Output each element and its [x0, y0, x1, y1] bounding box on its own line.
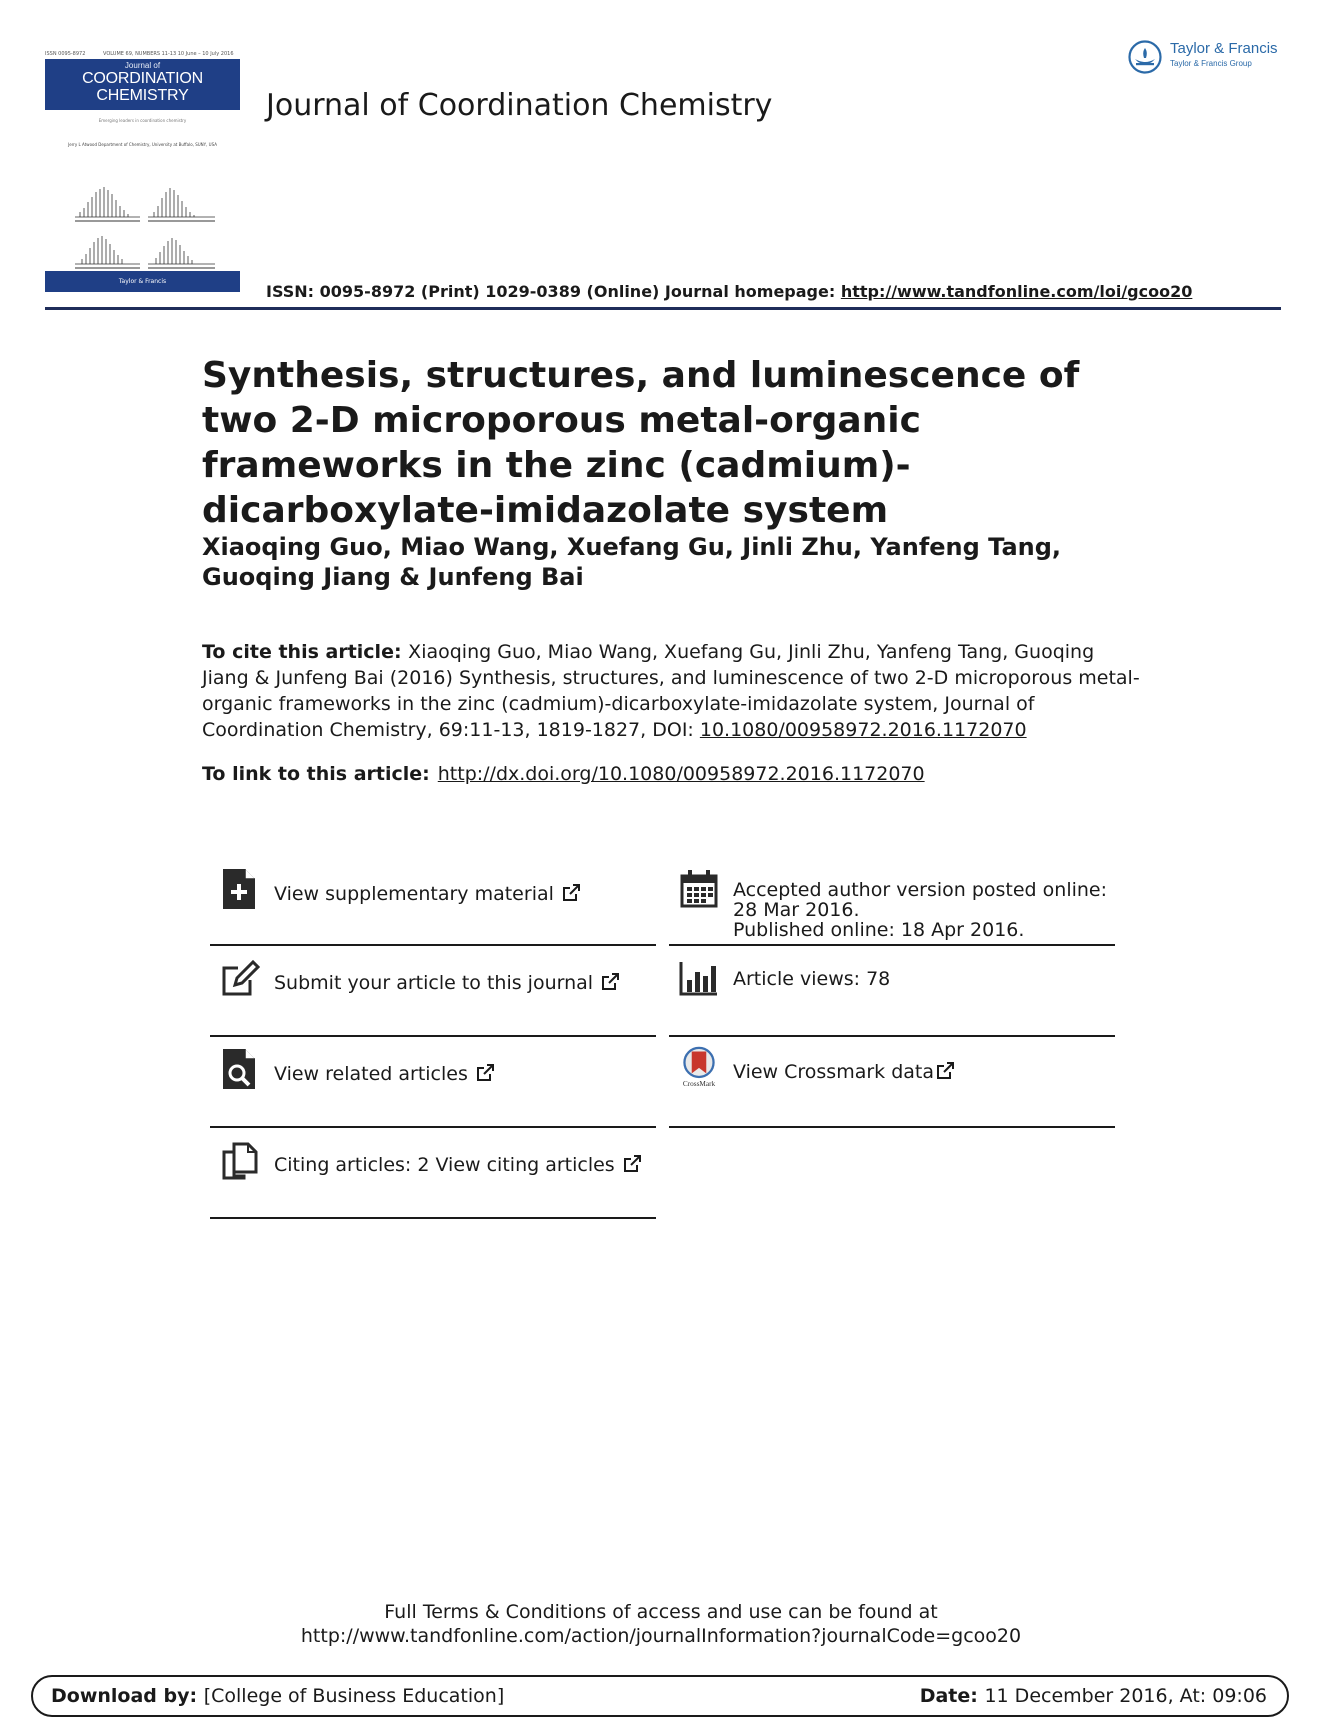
download-institution: [College of Business Education]	[203, 1685, 505, 1707]
crossmark-icon	[679, 1045, 719, 1089]
date-label: Date:	[919, 1685, 985, 1707]
calendar-icon	[679, 867, 719, 911]
journal-cover-thumbnail	[45, 50, 240, 292]
citing-link[interactable]	[274, 1154, 641, 1176]
external-link-icon	[936, 1062, 954, 1080]
terms-line1: Full Terms & Conditions of access and use can be found at	[384, 1601, 938, 1623]
doi-link[interactable]: 10.1080/00958972.2016.1172070	[699, 719, 1027, 741]
cover-footer-logo: Taylor & Francis	[118, 278, 167, 285]
accepted-date: Accepted author version posted online: 28 Mar 2016.	[733, 879, 1108, 921]
published-date: Published online: 18 Apr 2016.	[733, 919, 1025, 941]
external-link-icon	[601, 973, 619, 991]
issn-text: ISSN: 0095-8972 (Print) 1029-0389 (Online) Journal homepage:	[266, 282, 841, 301]
dates-text	[733, 880, 1123, 940]
cover-name-line2: CHEMISTRY	[96, 87, 189, 104]
taylor-francis-lamp-icon	[1128, 40, 1162, 74]
cover-meta	[45, 50, 240, 59]
cover-subtitle: Emerging leaders in coordination chemistry	[98, 118, 187, 123]
article-link-block	[202, 761, 1142, 787]
publisher-name: Taylor & Francis	[1170, 40, 1278, 57]
cover-name-line1: COORDINATION	[82, 70, 203, 87]
external-link-icon	[623, 1155, 641, 1173]
related-link[interactable]	[274, 1063, 494, 1085]
cover-spectra-graphic	[70, 162, 220, 277]
submit-label: Submit your article to this journal	[274, 972, 594, 994]
publisher-group: Taylor & Francis Group	[1170, 59, 1252, 68]
article-title: Synthesis, structures, and luminescence of two 2-D microporous metal-organic frameworks in the zinc (cadmium)-dicarboxylate-imidazolate system	[202, 355, 1080, 531]
view-citing-articles[interactable]	[210, 1128, 656, 1219]
crossmark-label: View Crossmark data	[733, 1061, 935, 1083]
supplementary-link[interactable]	[274, 883, 580, 905]
citation-text: Xiaoqing Guo, Miao Wang, Xuefang Gu, Jinli Zhu, Yanfeng Tang, Guoqing Jiang & Junfeng Bai (2016) Synthesis, structures, and luminescence of two 2-D microporous metal-organic frameworks in the zinc (cadmium)-dicarboxylate-imidazolate system, Journal of Coordination Chemistry, 69:11-13, 1819-1827, DOI:	[202, 641, 1140, 741]
view-supplementary-material[interactable]	[210, 855, 656, 946]
citing-label: Citing articles: 2 View citing articles	[274, 1154, 615, 1176]
external-link-icon	[562, 884, 580, 902]
journal-title: Journal of Coordination Chemistry	[266, 88, 773, 123]
crossmark-icon-label: CrossMark	[682, 1080, 716, 1089]
cover-journal-of: Journal of	[124, 61, 161, 70]
download-by	[51, 1677, 504, 1715]
views-label: Article views: 78	[733, 968, 891, 990]
copy-documents-icon	[220, 1138, 260, 1182]
cover-title-band	[45, 59, 240, 110]
article-link-label: To link to this article:	[202, 763, 430, 785]
publication-dates	[669, 855, 1115, 946]
related-label: View related articles	[274, 1063, 468, 1085]
submit-link[interactable]	[274, 972, 619, 994]
article-authors: Xiaoqing Guo, Miao Wang, Xuefang Gu, Jinli Zhu, Yanfeng Tang, Guoqing Jiang & Junfeng Bai	[202, 533, 1062, 591]
download-label: Download by:	[51, 1685, 204, 1707]
submit-article[interactable]	[210, 946, 656, 1037]
download-info-bar	[31, 1675, 1289, 1717]
view-related-articles[interactable]	[210, 1037, 656, 1128]
citation-label: To cite this article:	[202, 641, 409, 663]
view-crossmark-data[interactable]	[669, 1037, 1115, 1128]
date-value: 11 December 2016, At: 09:06	[984, 1685, 1267, 1707]
supplementary-label: View supplementary material	[274, 883, 554, 905]
cover-editor: Jerry L Atwood Department of Chemistry, University at Buffalo, SUNY, USA	[68, 142, 217, 147]
crossmark-link[interactable]	[733, 1061, 954, 1083]
document-search-icon	[220, 1047, 260, 1091]
cover-footer-band	[45, 271, 240, 292]
download-date	[920, 1677, 1267, 1715]
terms-notice	[0, 1600, 1322, 1648]
edit-pencil-icon	[220, 956, 260, 1000]
terms-url[interactable]: http://www.tandfonline.com/action/journalInformation?journalCode=gcoo20	[300, 1625, 1022, 1647]
article-views	[669, 946, 1115, 1037]
article-doi-url-link[interactable]: http://dx.doi.org/10.1080/00958972.2016.1172070	[437, 763, 925, 785]
bar-chart-icon	[679, 956, 719, 1000]
cover-volume: VOLUME 69, NUMBERS 11-13 10 June – 10 July 2016	[103, 51, 234, 57]
publisher-logo[interactable]	[1128, 38, 1288, 78]
journal-homepage-link[interactable]: http://www.tandfonline.com/loi/gcoo20	[840, 282, 1193, 301]
external-link-icon	[476, 1064, 494, 1082]
header-divider	[45, 307, 1281, 310]
citation-block	[202, 639, 1142, 743]
document-add-icon	[220, 867, 260, 911]
cover-issn: ISSN 0095-8972	[45, 51, 86, 57]
issn-line	[266, 280, 1192, 304]
